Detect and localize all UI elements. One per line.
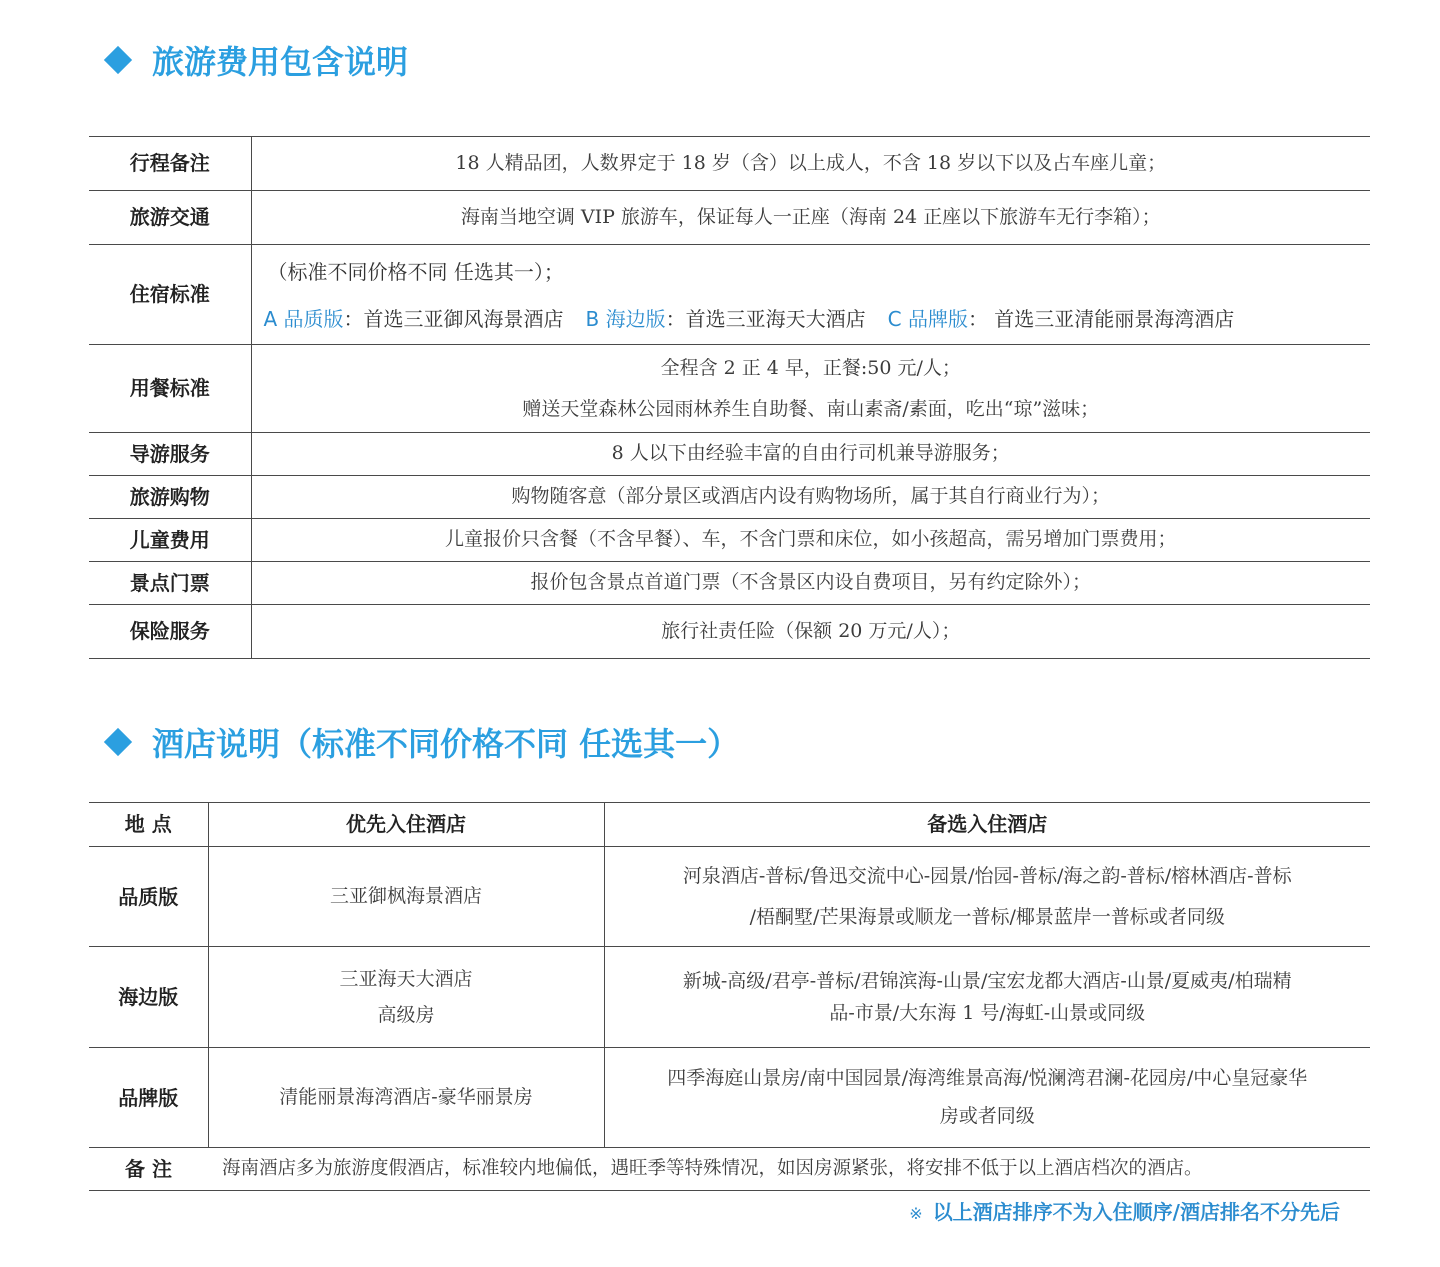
header-location: 地 点: [89, 803, 208, 847]
section-heading-fees: [104, 36, 408, 84]
option-c-hotel: ： 首选三亚清能丽景海湾酒店: [967, 307, 1235, 331]
option-b-label: B 海边版: [585, 307, 666, 331]
row-label: 保险服务: [89, 605, 251, 659]
lodging-options: [251, 245, 1370, 345]
hotel-table: [89, 802, 1370, 1191]
table-row: [89, 433, 1370, 476]
option-a-label: A 品质版: [263, 307, 344, 331]
row-label: 品牌版: [89, 1048, 208, 1148]
preferred-hotel: 清能丽景海湾酒店-豪华丽景房: [208, 1048, 604, 1148]
table-row: [89, 1048, 1370, 1148]
row-label: 旅游购物: [89, 476, 251, 519]
section-title-hotels: 酒店说明（标准不同价格不同 任选其一）: [152, 725, 740, 763]
table-row: [89, 562, 1370, 605]
table-row: [89, 137, 1370, 191]
row-label: 品质版: [89, 847, 208, 947]
row-label: 导游服务: [89, 433, 251, 476]
table-row: [89, 519, 1370, 562]
row-label: 海边版: [89, 947, 208, 1048]
table-row: [89, 191, 1370, 245]
preferred-hotel: 三亚御枫海景酒店: [208, 847, 604, 947]
table-row: [89, 947, 1370, 1048]
alternative-hotels: [604, 1048, 1370, 1148]
alt-line-2: /梧酮墅/芒果海景或顺龙一普标/椰景蓝岸一普标或者同级: [749, 905, 1225, 928]
alt-line-2: 品-市景/大东海 1 号/海虹-山景或同级: [829, 1001, 1146, 1024]
lodging-note: （标准不同价格不同 任选其一）；: [267, 260, 564, 284]
row-value: 8 人以下由经验丰富的自由行司机兼导游服务；: [611, 442, 1010, 465]
row-label: 用餐标准: [89, 345, 251, 433]
row-label: 住宿标准: [89, 245, 251, 345]
reference-mark-icon: ※: [909, 1204, 923, 1223]
alt-line-2: 房或者同级: [939, 1105, 1035, 1127]
alt-line-1: 四季海庭山景房/南中国园景/海湾维景高海/悦澜湾君澜-花园房/中心皇冠豪华: [667, 1067, 1308, 1089]
preferred-hotel: [208, 947, 604, 1048]
row-value: 海南当地空调 VIP 旅游车，保证每人一正座（海南 24 正座以下旅游车无行李箱）；: [460, 205, 1161, 228]
section-heading-hotels: [104, 718, 739, 766]
row-value: 报价包含景点首道门票（不含景区内设自费项目，另有约定除外）；: [530, 571, 1091, 594]
table-row: [89, 605, 1370, 659]
remark-text: 海南酒店多为旅游度假酒店，标准较内地偏低，遇旺季等特殊情况，如因房源紧张，将安排不低于以上酒店档次的酒店。: [222, 1158, 1203, 1180]
row-label: 备 注: [125, 1157, 172, 1181]
row-value: 儿童报价只含餐（不含早餐）、车，不含门票和床位，如小孩超高，需另增加门票费用；: [444, 528, 1177, 551]
table-row: [89, 1148, 1370, 1191]
meals-line-1: 全程含 2 正 4 早，正餐:50 元/人；: [660, 356, 961, 379]
header-alternative: 备选入住酒店: [927, 812, 1048, 836]
alternative-hotels: [604, 947, 1370, 1048]
option-c-label: C 品牌版: [887, 307, 968, 331]
alternative-hotels: [604, 847, 1370, 947]
row-value: 旅行社责任险（保额 20 万元/人）；: [661, 619, 961, 642]
diamond-bullet-icon: [104, 728, 132, 756]
option-b-hotel: ：首选三亚海天大酒店: [665, 307, 866, 331]
header-preferred: 优先入住酒店: [208, 803, 604, 847]
preferred-line-2: 高级房: [377, 1003, 435, 1026]
alt-line-1: 新城-高级/君亭-普标/君锦滨海-山景/宝宏龙都大酒店-山景/夏威夷/柏瑞精: [682, 969, 1292, 992]
table-row: [89, 345, 1370, 433]
footnote-text: 以上酒店排序不为入住顺序/酒店排名不分先后: [932, 1200, 1340, 1224]
table-row: [89, 476, 1370, 519]
row-label: 儿童费用: [89, 519, 251, 562]
preferred-line-1: 三亚海天大酒店: [339, 967, 473, 990]
row-value: 18 人精品团，人数界定于 18 岁（含）以上成人，不含 18 岁以下以及占车座儿童；: [455, 151, 1167, 174]
option-a-hotel: ：首选三亚御风海景酒店: [343, 307, 564, 331]
table-header-row: [89, 803, 1370, 847]
row-value: [251, 345, 1370, 433]
meals-line-2: 赠送天堂森林公园雨林养生自助餐、南山素斋/素面，吃出“琼”滋味；: [522, 397, 1100, 420]
fees-included-table: [89, 136, 1370, 659]
diamond-bullet-icon: [104, 46, 132, 74]
section-title-fees: 旅游费用包含说明: [152, 43, 409, 81]
row-label: 旅游交通: [89, 191, 251, 245]
row-label: 行程备注: [89, 137, 251, 191]
row-value: 购物随客意（部分景区或酒店内设有购物场所，属于其自行商业行为）；: [511, 485, 1110, 508]
row-label: 景点门票: [89, 562, 251, 605]
table-row: [89, 245, 1370, 345]
alt-line-1: 河泉酒店-普标/鲁迅交流中心-园景/怡园-普标/海之韵-普标/榕林酒店-普标: [682, 864, 1292, 887]
table-row: [89, 847, 1370, 947]
hotel-footnote: [909, 1196, 1340, 1225]
